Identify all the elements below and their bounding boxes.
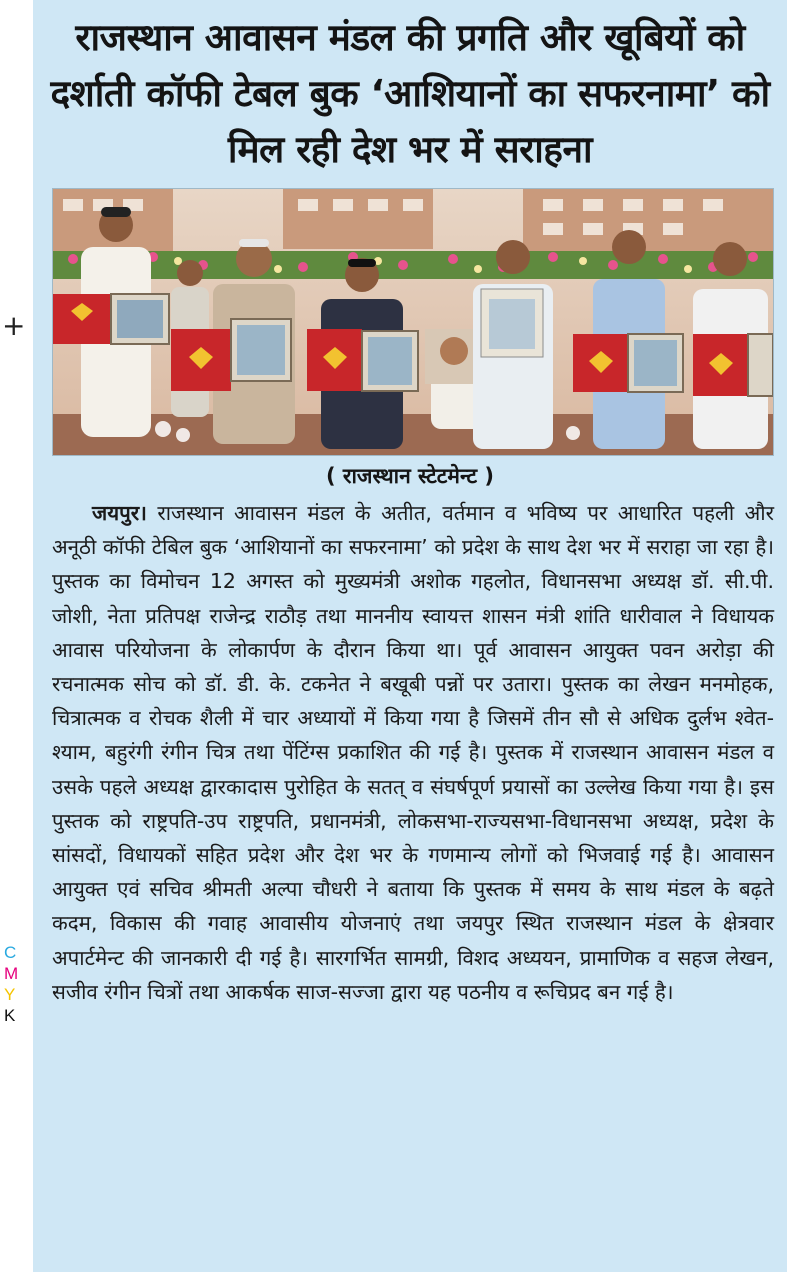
cmyk-color-bar: [4, 942, 18, 1026]
article-body-text: राजस्थान आवासन मंडल के अतीत, वर्तमान व भविष्य पर आधारित पहली और अनूठी कॉफी टेबिल बुक ‘आशियानों का सफरनामा’ को प्रदेश के साथ देश भर में सराहा जा रहा है। पुस्तक का विमोचन 12 अगस्त को मुख्यमंत्री अशोक गहलोत, विधानसभा अध्यक्ष डॉ. सी.पी. जोशी, नेता प्रतिपक्ष राजेन्द्र राठौड़ तथा माननीय स्वायत्त शासन मंत्री शांति धारीवाल ने विधायक आवास परियोजना के लोकार्पण के दौरान किया था। पूर्व आवासन आयुक्त पवन अरोड़ा की रचनात्मक सोच को डॉ. डी. के. टकनेत ने बखूबी पन्नों पर उतारा। पुस्तक का लेखन मनमोहक, चित्रात्मक व रोचक शैली में चार अध्यायों में किया गया है जिसमें तीन सौ से अधिक दुर्लभ श्वेत-श्याम, बहुरंगी रंगीन चित्र तथा पेंटिंग्स प्रकाशित की गई है। पुस्तक में राजस्थान आवासन मंडल व उसके पहले अध्यक्ष द्वारकादास पुरोहित के सतत् व संघर्षपूर्ण प्रयासों का उल्लेख किया गया है। इस पुस्तक को राष्ट्रपति-उप राष्ट्रपति, प्रधानमंत्री, लोकसभा-राज्यसभा-विधानसभा अध्यक्ष, प्रदेश के सांसदों, विधायकों सहित प्रदेश और देश भर के गणमान्य लोगों को भिजवाई गई है। आवासन आयुक्त एवं सचिव श्रीमती अल्पा चौधरी ने बताया कि पुस्तक में समय के साथ मंडल के बढ़ते कदम, विकास की गवाह आवासीय योजनाएं तथा जयपुर स्थित राजस्थान मंडल के क्षेत्रवार अपार्टमेन्ट की जानकारी दी गई है। सारगर्भित सामग्री, विशद अध्ययन, प्रामाणिक व सहज लेखन, सजीव रंगीन चित्रों तथा आकर्षक साज-सज्जा द्वारा यह पठनीय व रूचिप्रद बन गई है।: [52, 501, 774, 1004]
cmyk-y: Y: [4, 985, 16, 1004]
article-photo: [52, 188, 774, 456]
cmyk-c: C: [4, 943, 17, 962]
cmyk-k: K: [4, 1006, 16, 1025]
registration-mark: +: [2, 309, 26, 342]
article-headline: राजस्थान आवासन मंडल की प्रगति और खूबियों को दर्शाती कॉफी टेबल बुक ‘आशियानों का सफरनामा’ को मिल रही देश भर में सराहना: [50, 16, 770, 171]
article-body: [52, 496, 774, 1009]
cmyk-m: M: [4, 964, 19, 983]
photo-credit: ( राजस्थान स्टेटमेन्ट ): [325, 464, 495, 488]
dateline: जयपुर।: [92, 501, 147, 525]
